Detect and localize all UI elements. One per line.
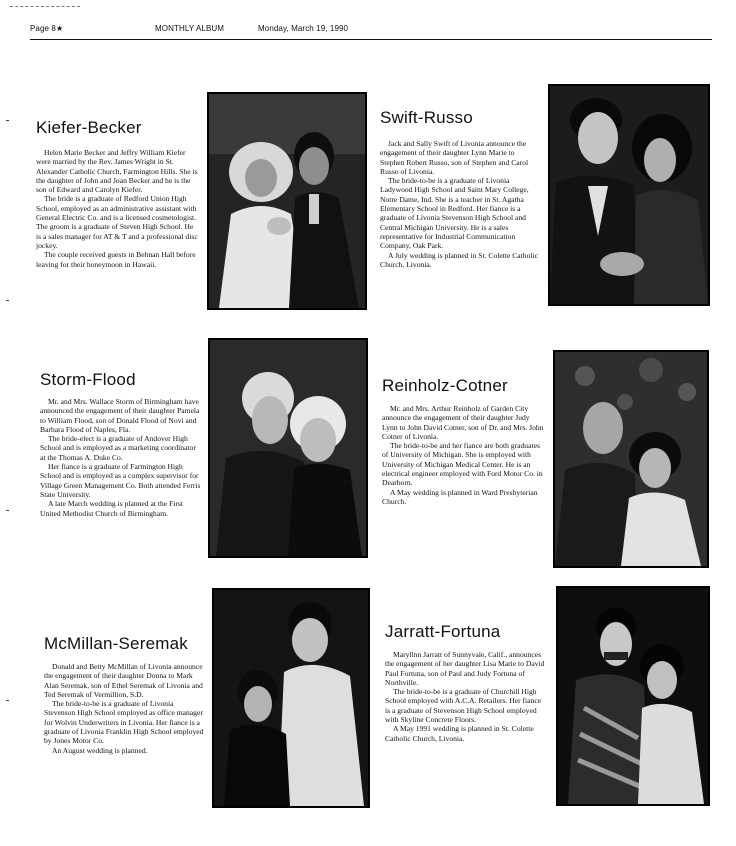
paragraph: Donald and Betty McMillan of Livonia announce the engagement of their daughter Donna to Mark Alan Seremak, son of Ethel Seremak of Livonia and Ted Seremak of Vermillion, S.D. bbox=[44, 662, 203, 699]
paragraph: Her fiance is a graduate of Farmington High School and is employed as a complex supervisor for Village Green Management Co. Both attended Ferris State University. bbox=[40, 462, 201, 499]
announcement-headline: Jarratt-Fortuna bbox=[385, 622, 501, 641]
announcement-text bbox=[382, 404, 544, 506]
announcement-text bbox=[385, 650, 545, 743]
announcement-text bbox=[36, 148, 198, 269]
announcement-headline: McMillan-Seremak bbox=[44, 634, 188, 653]
paragraph: The bride-elect is a graduate of Andover High School and is employed as a marketing coordinator at the Thomas A. Duke Co. bbox=[40, 434, 196, 462]
section-name: MONTHLY ALBUM bbox=[155, 24, 225, 33]
couple-photo bbox=[207, 92, 367, 310]
paragraph: The bride-to-be is a graduate of Livonia Stevenson High School employed as office manager for Wolvin Underwriters in Livonia. Her fiance is a graduate of Livonia Franklin High School employed by Jones Motor Co. bbox=[44, 699, 204, 746]
top-scan-mark bbox=[10, 6, 80, 7]
paragraph: Helen Marie Becker and Jeffry William Kiefer were married by the Rev. James Wright in St. Alexander Catholic Church, Farmington Hills. She is the daughter of John and Joan Becker and he is the son of Edward and Carolyn Kiefer. bbox=[36, 148, 198, 195]
page-number: Page 8★ bbox=[30, 24, 64, 33]
margin-mark bbox=[6, 510, 9, 511]
announcement-headline: Reinholz-Cotner bbox=[382, 376, 508, 395]
margin-mark bbox=[6, 300, 9, 301]
announcement-headline: Swift-Russo bbox=[380, 108, 473, 127]
announcement-text bbox=[40, 397, 202, 518]
margin-mark bbox=[6, 120, 9, 121]
issue-date: Monday, March 19, 1990 bbox=[258, 24, 349, 33]
paragraph: Maryllnn Jarratt of Sunnyvale, Calif., announces the engagement of her daughter Lisa Marie to David Paul Fortuna, son of Paul and Judy Fortuna of Northville. bbox=[385, 650, 545, 687]
paragraph: The bride-to-be is a graduate of Churchill High School employed with A.C.A. Retailers. Her fiance is a graduate of Stevenson High School employed with Skyline Concrete Floors. bbox=[385, 687, 542, 725]
header-rule bbox=[30, 39, 712, 40]
paragraph: A late March wedding is planned at the First United Methodist Church of Birmingham. bbox=[40, 499, 183, 518]
couple-photo bbox=[208, 338, 368, 558]
couple-photo bbox=[556, 586, 710, 806]
paragraph: An August wedding is planned. bbox=[52, 745, 148, 755]
announcement-text bbox=[44, 662, 204, 755]
paragraph: The bride-to-be and her fiance are both graduates of University of Michigan. She is employed with University of Michigan Medical Center. He is an electrical engineer employed with Ford Motor Co. in Dearborn. bbox=[382, 441, 543, 488]
announcement-headline: Storm-Flood bbox=[40, 370, 136, 389]
page-header bbox=[30, 22, 710, 38]
couple-photo bbox=[553, 350, 709, 568]
announcement-headline: Kiefer-Becker bbox=[36, 118, 142, 137]
paragraph: Jack and Sally Swift of Livonia announce the engagement of their daughter Lynn Marie to Stephen Robert Russo, son of Stephen and Carol Russo of Livonia. bbox=[380, 139, 529, 176]
couple-photo bbox=[212, 588, 370, 808]
paragraph: The bride-to-be is a graduate of Livonia Ladywood High School and Saint Mary College, Notre Dame, Ind. She is a teacher in St. Agatha Elementary School in Redford. Her fiance is a graduate of Livonia Stevenson High School and Central Michigan University. He is a sales representative for Industrial Communication Company, Oak Park. bbox=[380, 176, 529, 251]
couple-photo bbox=[548, 84, 710, 306]
announcement-text bbox=[380, 139, 540, 269]
paragraph: The couple received guests in Behnan Hall before leaving for their honeymoon in Hawaii. bbox=[36, 250, 196, 269]
paragraph: A May wedding is planned in Ward Presbyterian Church. bbox=[382, 487, 538, 506]
margin-mark bbox=[6, 700, 9, 701]
paragraph: Mr. and Mrs. Arthur Reinholz of Garden City announce the engagement of their daughter Judy Lynn to John David Cotner, son of Dr. and Mrs. John Cotner of Livonia. bbox=[382, 404, 544, 441]
paragraph: The bride is a graduate of Redford Union High School, employed as an administrative assistant with General Electric Co. and is a licensed cosmetologist. The groom is a graduate of Steven High School. He is a sales manager for AT & T and a professional disc jockey. bbox=[36, 194, 198, 250]
paragraph: A May 1991 wedding is planned in St. Colette Catholic Church, Livonia. bbox=[385, 724, 534, 743]
paragraph: A July wedding is planned in St. Colette Catholic Church, Livonia. bbox=[380, 250, 538, 269]
paragraph: Mr. and Mrs. Wallace Storm of Birmingham have announced the engagement of their daughter Pamela to William Flood, son of Donald Flood of Novi and Barbara Flood of Naples, Fla. bbox=[40, 397, 200, 434]
